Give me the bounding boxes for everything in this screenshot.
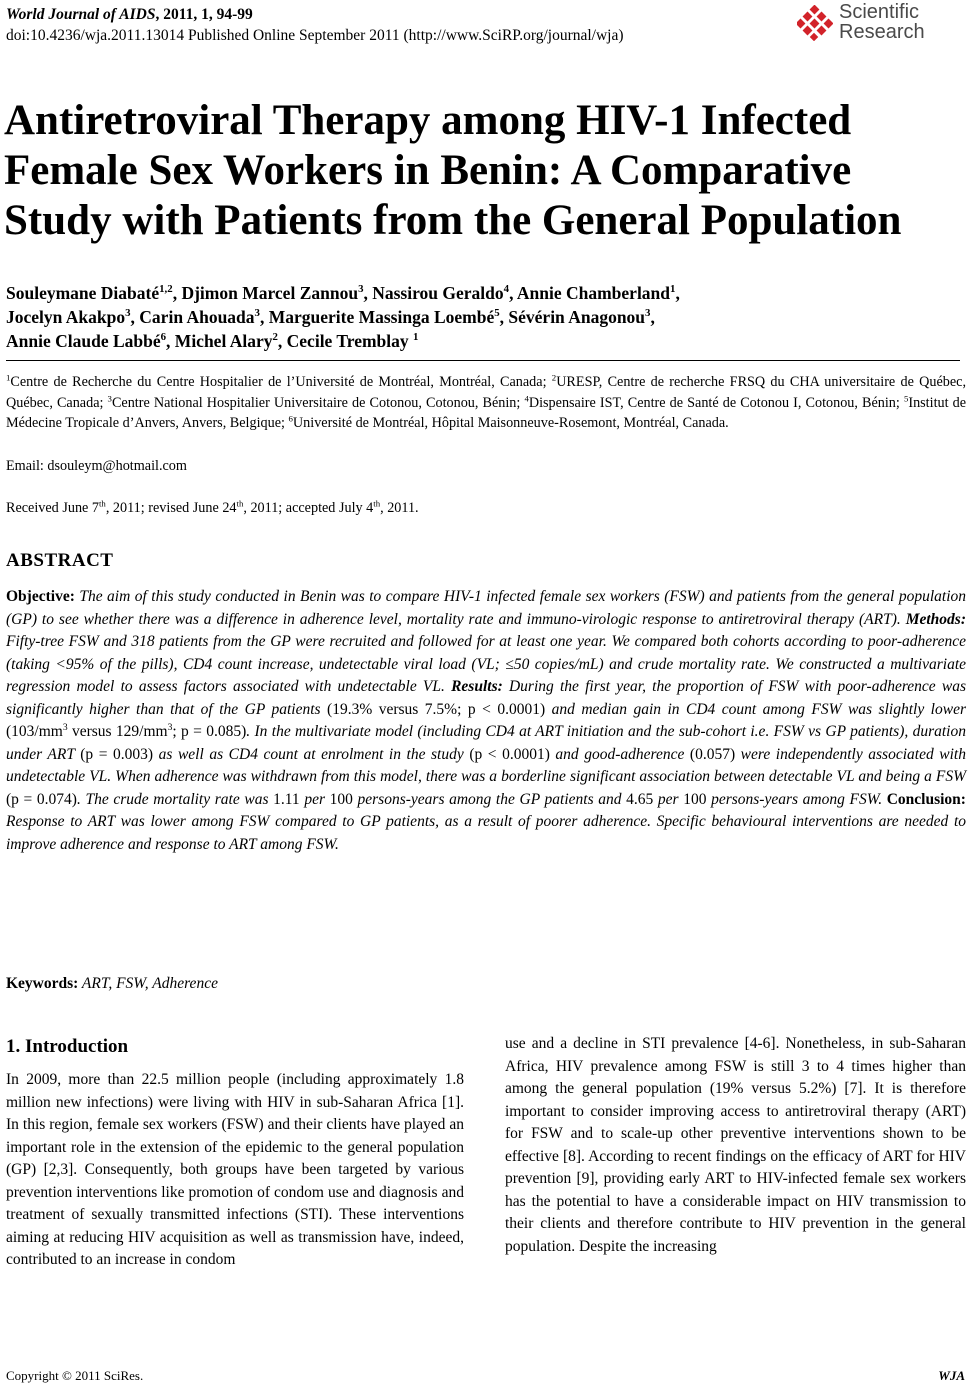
author: Marguerite Massinga Loembé$^5$, (268, 307, 509, 327)
body-column-left: In 2009, more than 22.5 million people (including approximately 1.8 million new infections) were living with HIV in sub-Saharan Africa [1]. In this region, female sex workers (FSW) and their clients have played an important role in the extension of the epidemic to the general population (GP) [2,3]. Consequently, both groups have been targeted by various prevention interventions like promotion of condom use and diagnosis and treatment of sexually transmitted infections (STI). These interventions aiming at reducing HIV acquisition as well as transmission have, indeed, contributed to an increase in condom (6, 1071, 464, 1268)
body-column-right: use and a decline in STI prevalence [4-6]. Nonetheless, in sub-Saharan Africa, HIV prevalence among FSW is still 3 to 4 times higher than among the general population (19% versus 5.2%) [7]. It is therefore important to consider improving access to antiretroviral therapy (ART) for FSW and to scale-up other preventive interventions shown to be effective [8]. According to recent findings on the efficacy of ART for HIV prevention [9], providing early ART to HIV-infected female sex workers has the potential to have a considerable impact on HIV transmission to their clients and therefore contribute to HIV prevention in the general population. Despite the increasing (505, 1035, 966, 1255)
contact-email: Email: dsouleym@hotmail.com (6, 458, 187, 474)
abstract-heading: ABSTRACT (6, 550, 114, 571)
abstract-body: Objective: The aim of this study conducted in Benin was to compare HIV-1 infected female sex workers (FSW) and patients from the general population (GP) to see whether there was a difference in adherence level, mortality rate and immuno-virologic response to antiretroviral therapy (ART). Methods: Fifty-tree FSW and 318 patients from the GP were recruited and followed for at least one year. We compared both cohorts according to poor-adherence (taking <95% of the pills), CD4 count increase, undetectable viral load (VL; ≤50 copies/mL) and crude mortality rate. We constructed a multivariate regression model to assess factors associated with undetectable VL. Results: During the first year, the proportion of FSW with poor-adherence was significantly higher than that of the GP patients (19.3% versus 7.5%; p < 0.0001) and median gain in CD4 count among FSW was slightly lower ($103/mm^3$ versus $129/mm^3$; p = 0.085). In the multivariate model (including CD4 at ART initiation and the sub-cohort i.e. FSW vs GP patients), duration under ART (p = 0.003) as well as CD4 count at enrolment in the study (p < 0.0001) and good-adherence (0.057) were independently associated with undetectable VL. When adherence was withdrawn from this model, there was a borderline significant association between detectable VL and being a FSW (p = 0.074). The crude mortality rate was 1.11 per 100 persons-years among the GP patients and 4.65 per 100 persons-years among FSW. Conclusion: Response to ART was lower among FSW compared to GP patients, as a result of poorer adherence. Specific behavioural interventions are needed to improve adherence and response to ART among FSW. (6, 588, 966, 853)
author: Michel Alary$^2$, (174, 331, 287, 351)
author-list (6, 281, 956, 353)
running-header (6, 4, 624, 46)
volume-info: , 2011, 1, 94-99 (155, 6, 253, 23)
objective-label: Objective: (6, 588, 75, 605)
logo-line-1: Scientific (839, 1, 920, 23)
affiliations: $^1$Centre de Recherche du Centre Hospitalier de l’Université de Montréal, Montréal, Canada; $^2$URESP, Centre de recherche FRSQ du CHA universitaire de Québec, Québec, Canada; $^3$Centre National Hospitalier Universitaire de Cotonou, Cotonou, Bénin; $^4$Dispensaire IST, Centre de Santé de Cotonou I, Cotonou, Bénin; $^5$Institut de Médecine Tropicale d’Anvers, Anvers, Belgique; $^6$Université de Montréal, Hôpital Maisonneuve-Rosemont, Montréal, Canada. (6, 372, 967, 431)
publisher-logo-icon (797, 5, 833, 41)
author: Annie Claude Labbé$^6$, (6, 331, 175, 351)
logo-line-2: Research (839, 21, 925, 43)
methods-label: Methods: (905, 610, 966, 628)
author: Nassirou Geraldo$^4$, (372, 283, 517, 303)
received-dates: Received June 7th, 2011; revised June 24th, 2011; accepted July 4th, 2011. (6, 498, 419, 516)
header-divider (6, 360, 960, 361)
author: Sévérin Anagonou$^3$, (508, 307, 655, 327)
journal-abbrev-footer: WJA (938, 1368, 965, 1383)
keywords: Keywords: ART, FSW, Adherence (6, 975, 218, 992)
journal-name: World Journal of AIDS (6, 6, 156, 23)
copyright-footer: Copyright © 2011 SciRes. (6, 1368, 144, 1383)
publisher-logo (797, 2, 967, 44)
article-title: Antiretroviral Therapy among HIV-1 Infected Female Sex Workers in Benin: A Comparative Study with Patients from the General Population (4, 97, 902, 244)
results-label: Results: (451, 678, 503, 695)
section-heading-introduction: 1. Introduction (6, 1036, 129, 1057)
author: Souleymane Diabaté$^{1,2}$, (6, 283, 182, 303)
author: Jocelyn Akakpo$^3$, (6, 307, 140, 327)
author: Cecile Tremblay $^1$ (286, 331, 419, 351)
conclusion-label: Conclusion: (886, 790, 966, 808)
author: Annie Chamberland$^1$, (516, 283, 680, 303)
keywords-label: Keywords: (6, 975, 79, 992)
author: Carin Ahouada$^3$, (139, 307, 269, 327)
publisher-logo-text (839, 2, 925, 42)
author: Djimon Marcel Zannou$^3$, (181, 283, 373, 303)
doi-line: doi:10.4236/wja.2011.13014 Published Online September 2011 (http://www.SciRP.org/journal/wja) (6, 27, 624, 44)
